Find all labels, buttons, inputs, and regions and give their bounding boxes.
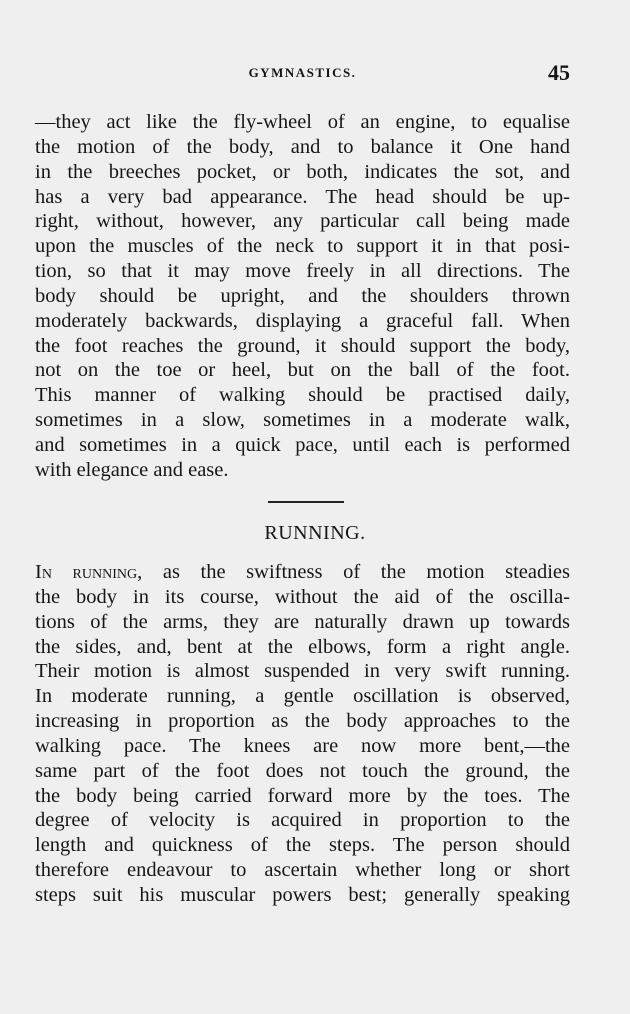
- lead-in-smallcaps: In running,: [35, 561, 143, 583]
- text-line: [35, 458, 570, 483]
- line-text: In moderate running, a gentle oscillation is observed,: [35, 685, 570, 708]
- line-text: steps suit his muscular powers best; generally speaking: [35, 883, 570, 906]
- text-line: [35, 234, 570, 259]
- text-line: [35, 784, 570, 809]
- text-line: [35, 610, 570, 635]
- line-text: and sometimes in a quick pace, until each is performed: [35, 433, 570, 456]
- text-line: [35, 858, 570, 883]
- text-line: [35, 808, 570, 833]
- text-line: [35, 560, 570, 585]
- text-line: [35, 759, 570, 784]
- line-text: tions of the arms, they are naturally drawn up towards: [35, 610, 570, 633]
- line-text: as the swiftness of the motion steadies: [142, 561, 570, 583]
- line-text: —they act like the fly-wheel of an engine, to equalise: [35, 111, 570, 133]
- line-text: in the breeches pocket, or both, indicates the sot, and: [35, 160, 570, 183]
- line-text: increasing in proportion as the body approaches to the: [35, 710, 570, 733]
- text-line: [35, 209, 570, 234]
- line-text: upon the muscles of the neck to support it in that posi-: [35, 235, 570, 258]
- paragraph-walking: [35, 110, 570, 483]
- paragraph-running: [35, 560, 570, 908]
- line-text: the body in its course, without the aid of the oscilla-: [35, 585, 570, 608]
- text-line: [35, 259, 570, 284]
- line-text: with elegance and ease.: [35, 458, 229, 481]
- line-text: tion, so that it may move freely in all directions. The: [35, 260, 570, 283]
- page-header: [35, 60, 570, 88]
- text-line: [35, 358, 570, 383]
- section-heading: RUNNING.: [264, 522, 366, 544]
- text-line: [35, 734, 570, 759]
- text-line: [35, 659, 570, 684]
- text-line: [35, 635, 570, 660]
- text-line: [35, 833, 570, 858]
- line-text: has a very bad appearance. The head should be up-: [35, 185, 570, 208]
- line-text: the sides, and, bent at the elbows, form a right angle.: [35, 635, 570, 658]
- line-text: same part of the foot does not touch the ground, the: [35, 759, 570, 782]
- line-text: This manner of walking should be practised daily,: [35, 384, 570, 407]
- line-text: degree of velocity is acquired in proportion to the: [35, 809, 570, 832]
- line-text: moderately backwards, displaying a graceful fall. When: [35, 309, 570, 332]
- line-text: body should be upright, and the shoulders thrown: [35, 284, 570, 307]
- text-line: [35, 585, 570, 610]
- text-line: [35, 309, 570, 334]
- line-text: sometimes in a slow, sometimes in a moderate walk,: [35, 409, 570, 432]
- text-line: [35, 433, 570, 458]
- line-text: the motion of the body, and to balance it One hand: [35, 135, 570, 158]
- text-line: [35, 883, 570, 908]
- text-line: [35, 110, 570, 135]
- page-number: 45: [548, 60, 570, 85]
- text-line: [35, 383, 570, 408]
- line-text: the body being carried forward more by the toes. The: [35, 784, 570, 807]
- line-text: right, without, however, any particular call being made: [35, 210, 570, 233]
- text-line: [35, 185, 570, 210]
- text-line: [35, 684, 570, 709]
- line-text: walking pace. The knees are now more bent,—the: [35, 734, 570, 757]
- line-text: length and quickness of the steps. The person should: [35, 834, 570, 857]
- text-line: [35, 408, 570, 433]
- text-line: [35, 135, 570, 160]
- text-line: [35, 334, 570, 359]
- line-text: therefore endeavour to ascertain whether long or short: [35, 859, 570, 882]
- line-text: not on the toe or heel, but on the ball of the foot.: [35, 359, 570, 382]
- text-line: [35, 160, 570, 185]
- section-divider: [268, 501, 344, 503]
- running-head: GYMNASTICS.: [248, 65, 357, 80]
- line-text: Their motion is almost suspended in very swift running.: [35, 660, 570, 683]
- text-line: [35, 709, 570, 734]
- line-text: the foot reaches the ground, it should support the body,: [35, 334, 570, 357]
- text-line: [35, 284, 570, 309]
